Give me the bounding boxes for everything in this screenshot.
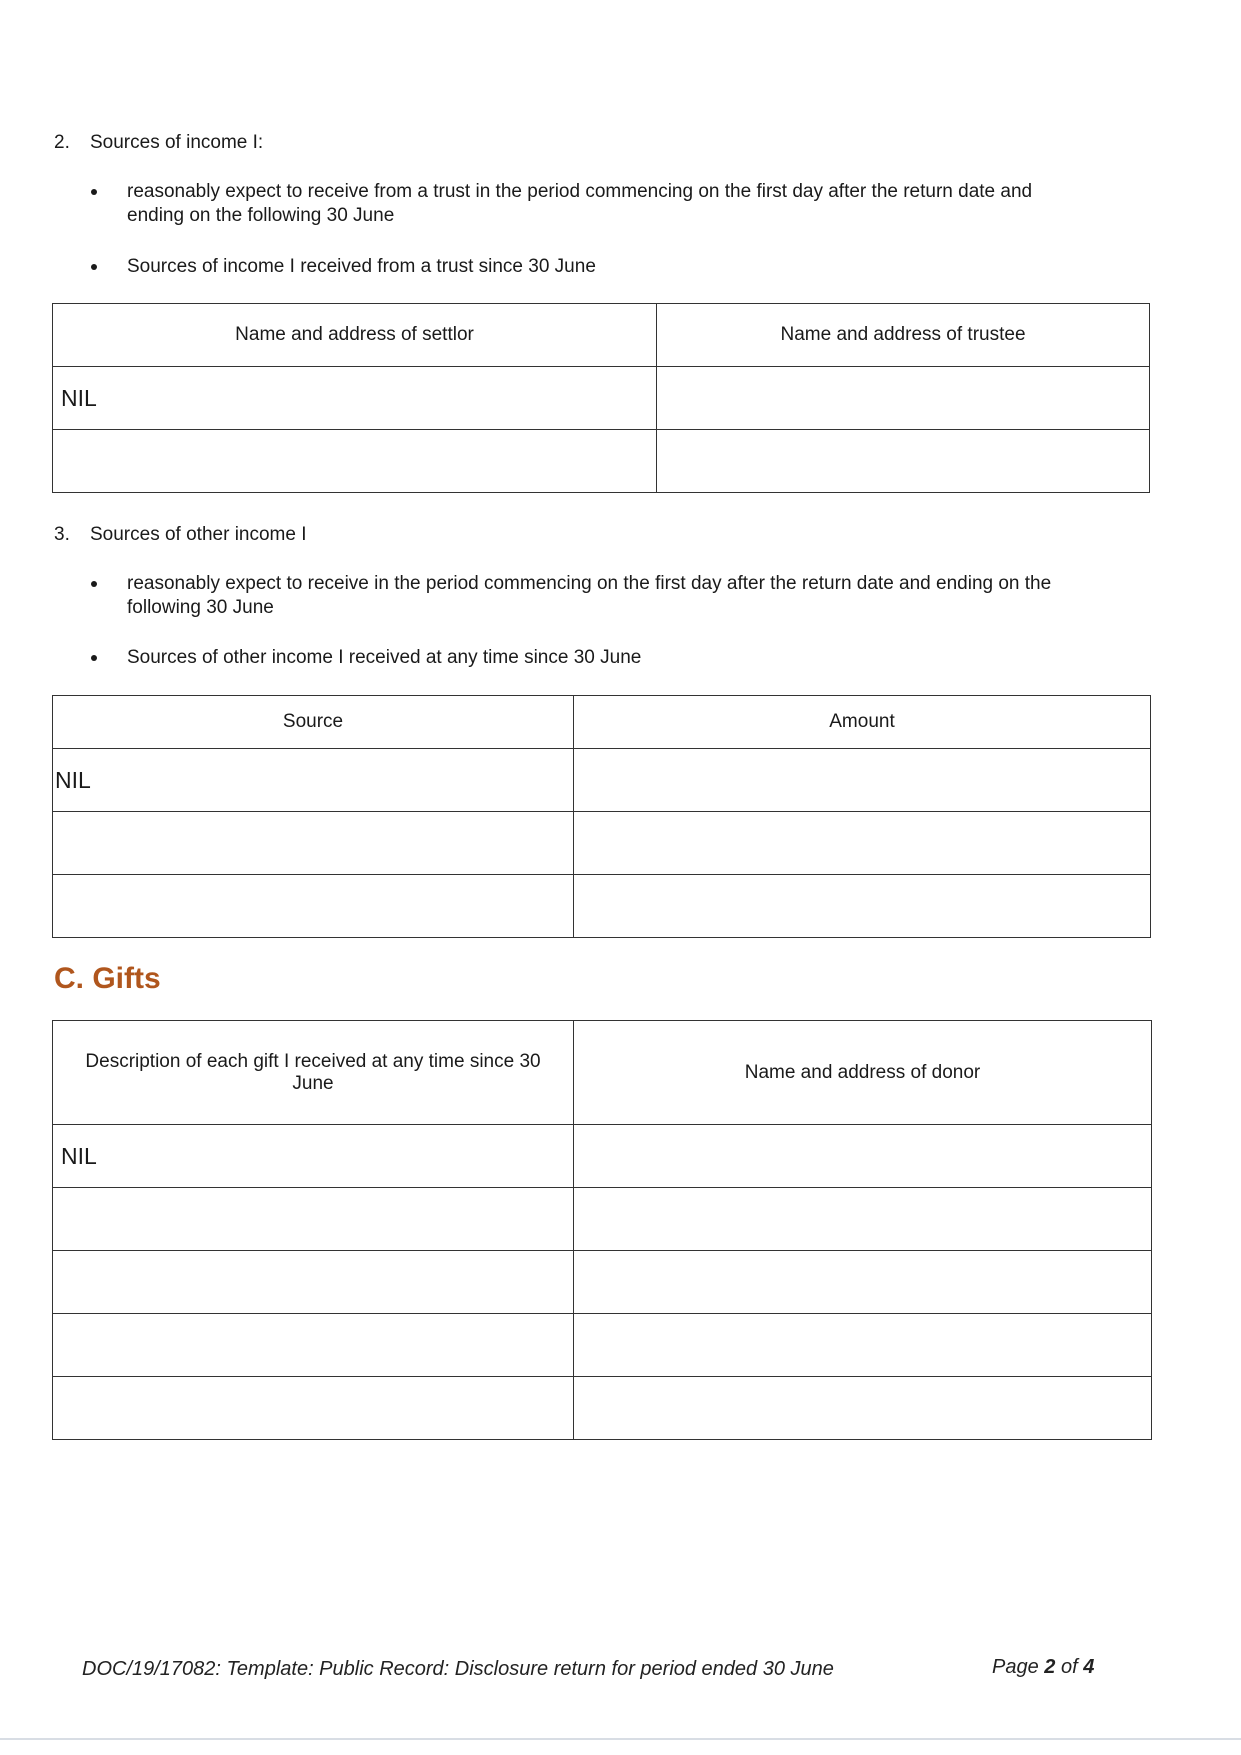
table-cell: NIL	[53, 1125, 574, 1188]
section-3-bullet-1-line-1: reasonably expect to receive in the period commencing on the first day after the return date and ending on the	[127, 573, 1052, 594]
table-cell	[53, 1188, 574, 1251]
page-bottom-rule	[0, 1738, 1241, 1740]
section-2-bullet-2-text: Sources of income I received from a trust since 30 June	[127, 256, 596, 277]
table-cell	[574, 749, 1151, 812]
table-cell	[574, 1125, 1152, 1188]
bullet-dot-icon	[91, 581, 97, 587]
table-header-row	[53, 696, 1151, 749]
table-cell	[53, 1251, 574, 1314]
table-cell	[574, 1377, 1152, 1440]
section-2-number: 2.	[54, 132, 70, 153]
settlor-header: Name and address of settlor	[53, 304, 657, 367]
table-cell	[53, 812, 574, 875]
page-current: 2	[1044, 1656, 1056, 1678]
table-cell	[53, 1377, 574, 1440]
donor-header: Name and address of donor	[574, 1021, 1152, 1125]
trustee-header: Name and address of trustee	[657, 304, 1150, 367]
trust-income-table	[52, 303, 1150, 493]
gift-description-header-line-2: June	[292, 1072, 334, 1094]
table-cell	[53, 875, 574, 938]
amount-header: Amount	[574, 696, 1151, 749]
table-cell	[574, 875, 1151, 938]
page-prefix: Page	[992, 1656, 1045, 1678]
table-cell	[574, 1251, 1152, 1314]
table-cell	[53, 1314, 574, 1377]
other-income-table	[52, 695, 1151, 938]
table-row	[53, 812, 1151, 875]
bullet-dot-icon	[91, 655, 97, 661]
table-cell	[574, 1314, 1152, 1377]
table-row	[53, 1314, 1152, 1377]
section-3-bullet-2-text: Sources of other income I received at any time since 30 June	[127, 647, 642, 668]
gifts-heading: C. Gifts	[54, 962, 161, 995]
table-row	[53, 749, 1151, 812]
footer-doc-ref: DOC/19/17082: Template: Public Record: Disclosure return for period ended 30 June	[82, 1658, 834, 1680]
table-cell	[574, 1188, 1152, 1251]
footer-page-number	[992, 1656, 1094, 1679]
section-2-title	[54, 132, 263, 154]
table-cell: NIL	[53, 367, 657, 430]
table-row	[53, 875, 1151, 938]
section-3-number: 3.	[54, 524, 70, 545]
page-mid: of	[1055, 1656, 1084, 1678]
section-2-bullet-1-line-2: ending on the following 30 June	[127, 205, 395, 226]
table-cell: NIL	[53, 749, 574, 812]
section-2-title-text: Sources of income I:	[90, 132, 264, 153]
section-2-bullet-1-line-1: reasonably expect to receive from a trust in the period commencing on the first day after the return date and	[127, 181, 1033, 202]
table-row	[53, 1251, 1152, 1314]
table-row	[53, 367, 1150, 430]
section-3-title-text: Sources of other income I	[90, 524, 307, 545]
page-total: 4	[1083, 1656, 1095, 1678]
bullet-dot-icon	[91, 189, 97, 195]
table-cell	[657, 430, 1150, 493]
section-3-title	[54, 524, 307, 546]
gift-description-header-line-1: Description of each gift I received at any time since 30	[85, 1050, 541, 1072]
table-cell	[53, 430, 657, 493]
bullet-dot-icon	[91, 264, 97, 270]
table-cell	[657, 367, 1150, 430]
table-row	[53, 1125, 1152, 1188]
gift-description-header	[53, 1021, 574, 1125]
table-header-row	[53, 304, 1150, 367]
table-row	[53, 430, 1150, 493]
table-row	[53, 1377, 1152, 1440]
source-header: Source	[53, 696, 574, 749]
table-cell	[574, 812, 1151, 875]
table-header-row	[53, 1021, 1152, 1125]
section-3-bullet-1-line-2: following 30 June	[127, 597, 274, 618]
gifts-table	[52, 1020, 1152, 1440]
table-row	[53, 1188, 1152, 1251]
